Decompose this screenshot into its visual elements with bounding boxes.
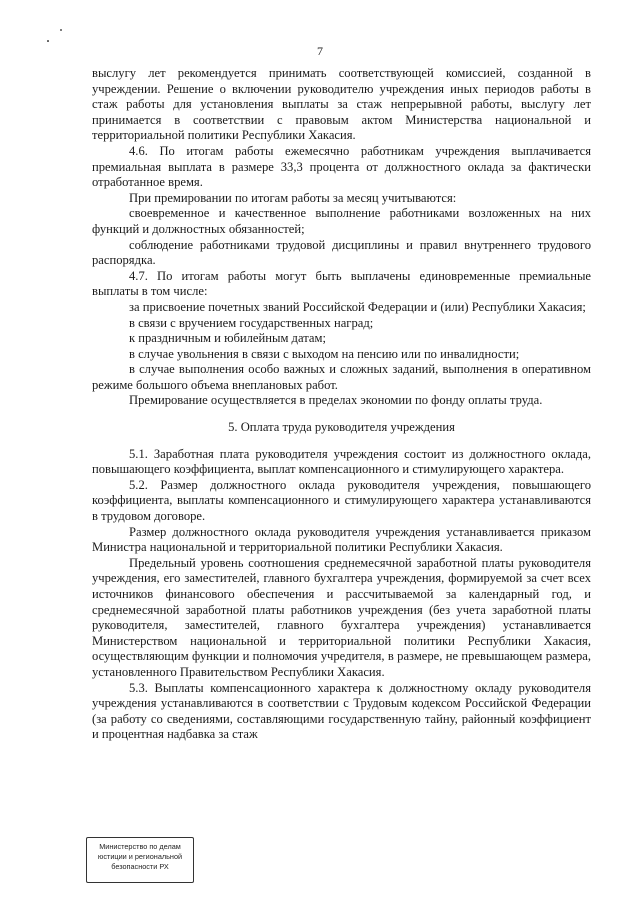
page-number: 7	[317, 44, 323, 58]
stamp-line: юстиции и региональной	[97, 852, 183, 861]
document-body	[92, 66, 591, 743]
scan-speck	[60, 29, 62, 31]
paragraph: Размер должностного оклада руководителя учреждения устанавливается приказом Министра национальной и территориальной политики Республики Хакасия.	[92, 524, 591, 555]
list-item: в случае увольнения в связи с выходом на пенсию или по инвалидности;	[129, 346, 520, 361]
paragraph: соблюдение работниками трудовой дисциплины и правил внутреннего трудового распорядка.	[92, 237, 591, 268]
paragraph: Предельный уровень соотношения среднемесячной заработной платы руководителя учреждения, его заместителей, главного бухгалтера учреждения, формируемой за счет всех источников финансового обеспечения и рассчитываемой за календарный год, и среднемесячной заработной платы работников учреждения (без учета заработной платы руководителя, заместителей, главного бухгалтера учреждения) устанавливается Министерством национальной и территориальной политики Республики Хакасия, осуществляющим функции и полномочия учредителя, в размере, не превышающем размера, установленного Правительством Республики Хакасия.	[92, 555, 591, 679]
paragraph: 4.6. По итогам работы ежемесячно работникам учреждения выплачивается премиальная выплата в размере 33,3 процента от должностного оклада за фактически отработанное время.	[92, 143, 591, 190]
paragraph: в случае выполнения особо важных и сложных заданий, выполнения в оперативном режиме большого объема внеплановых работ.	[92, 362, 591, 392]
paragraph: выслугу лет рекомендуется принимать соответствующей комиссией, созданной в учреждении. Решение о включении руководителю учреждения иных периодов работы в стаж работы для установления выплаты за стаж непрерывной работы, выслугу лет принимается в соответствии с правовым актом Министерства национальной и территориальной политики Республики Хакасия.	[92, 66, 591, 143]
registration-stamp	[86, 837, 194, 883]
paragraph: за присвоение почетных званий Российской Федерации и (или) Республики Хакасия;	[129, 299, 586, 314]
list-item: к праздничным и юбилейным датам;	[129, 331, 326, 346]
paragraph: Премирование осуществляется в пределах экономии по фонду оплаты труда.	[129, 393, 543, 408]
stamp-line: безопасности РХ	[111, 862, 169, 871]
paragraph: 5.3. Выплаты компенсационного характера к должностному окладу руководителя учреждения устанавливаются в соответствии с Трудовым кодексом Российской Федерации (за работу со сведениями, составляющими государственную тайну, районный коэффициент и процентная надбавка за стаж	[92, 680, 591, 742]
stamp-line: Министерство по делам	[99, 842, 181, 851]
paragraph: своевременное и качественное выполнение работниками возложенных на них функций и должностных обязанностей;	[92, 206, 591, 236]
paragraph: 5.1. Заработная плата руководителя учреждения состоит из должностного оклада, повышающего коэффициента, выплат компенсационного и стимулирующего характера.	[92, 446, 591, 477]
section-heading: 5. Оплата труда руководителя учреждения	[228, 420, 455, 435]
paragraph: 5.2. Размер должностного оклада руководителя учреждения, повышающего коэффициента, выплаты компенсационного и стимулирующего характера устанавливаются в трудовом договоре.	[92, 477, 591, 524]
list-item: в связи с вручением государственных наград;	[129, 315, 374, 330]
paragraph: 4.7. По итогам работы могут быть выплачены единовременные премиальные выплаты в том числе:	[92, 268, 591, 299]
scan-speck	[47, 40, 49, 42]
paragraph: При премировании по итогам работы за месяц учитываются:	[129, 190, 457, 205]
